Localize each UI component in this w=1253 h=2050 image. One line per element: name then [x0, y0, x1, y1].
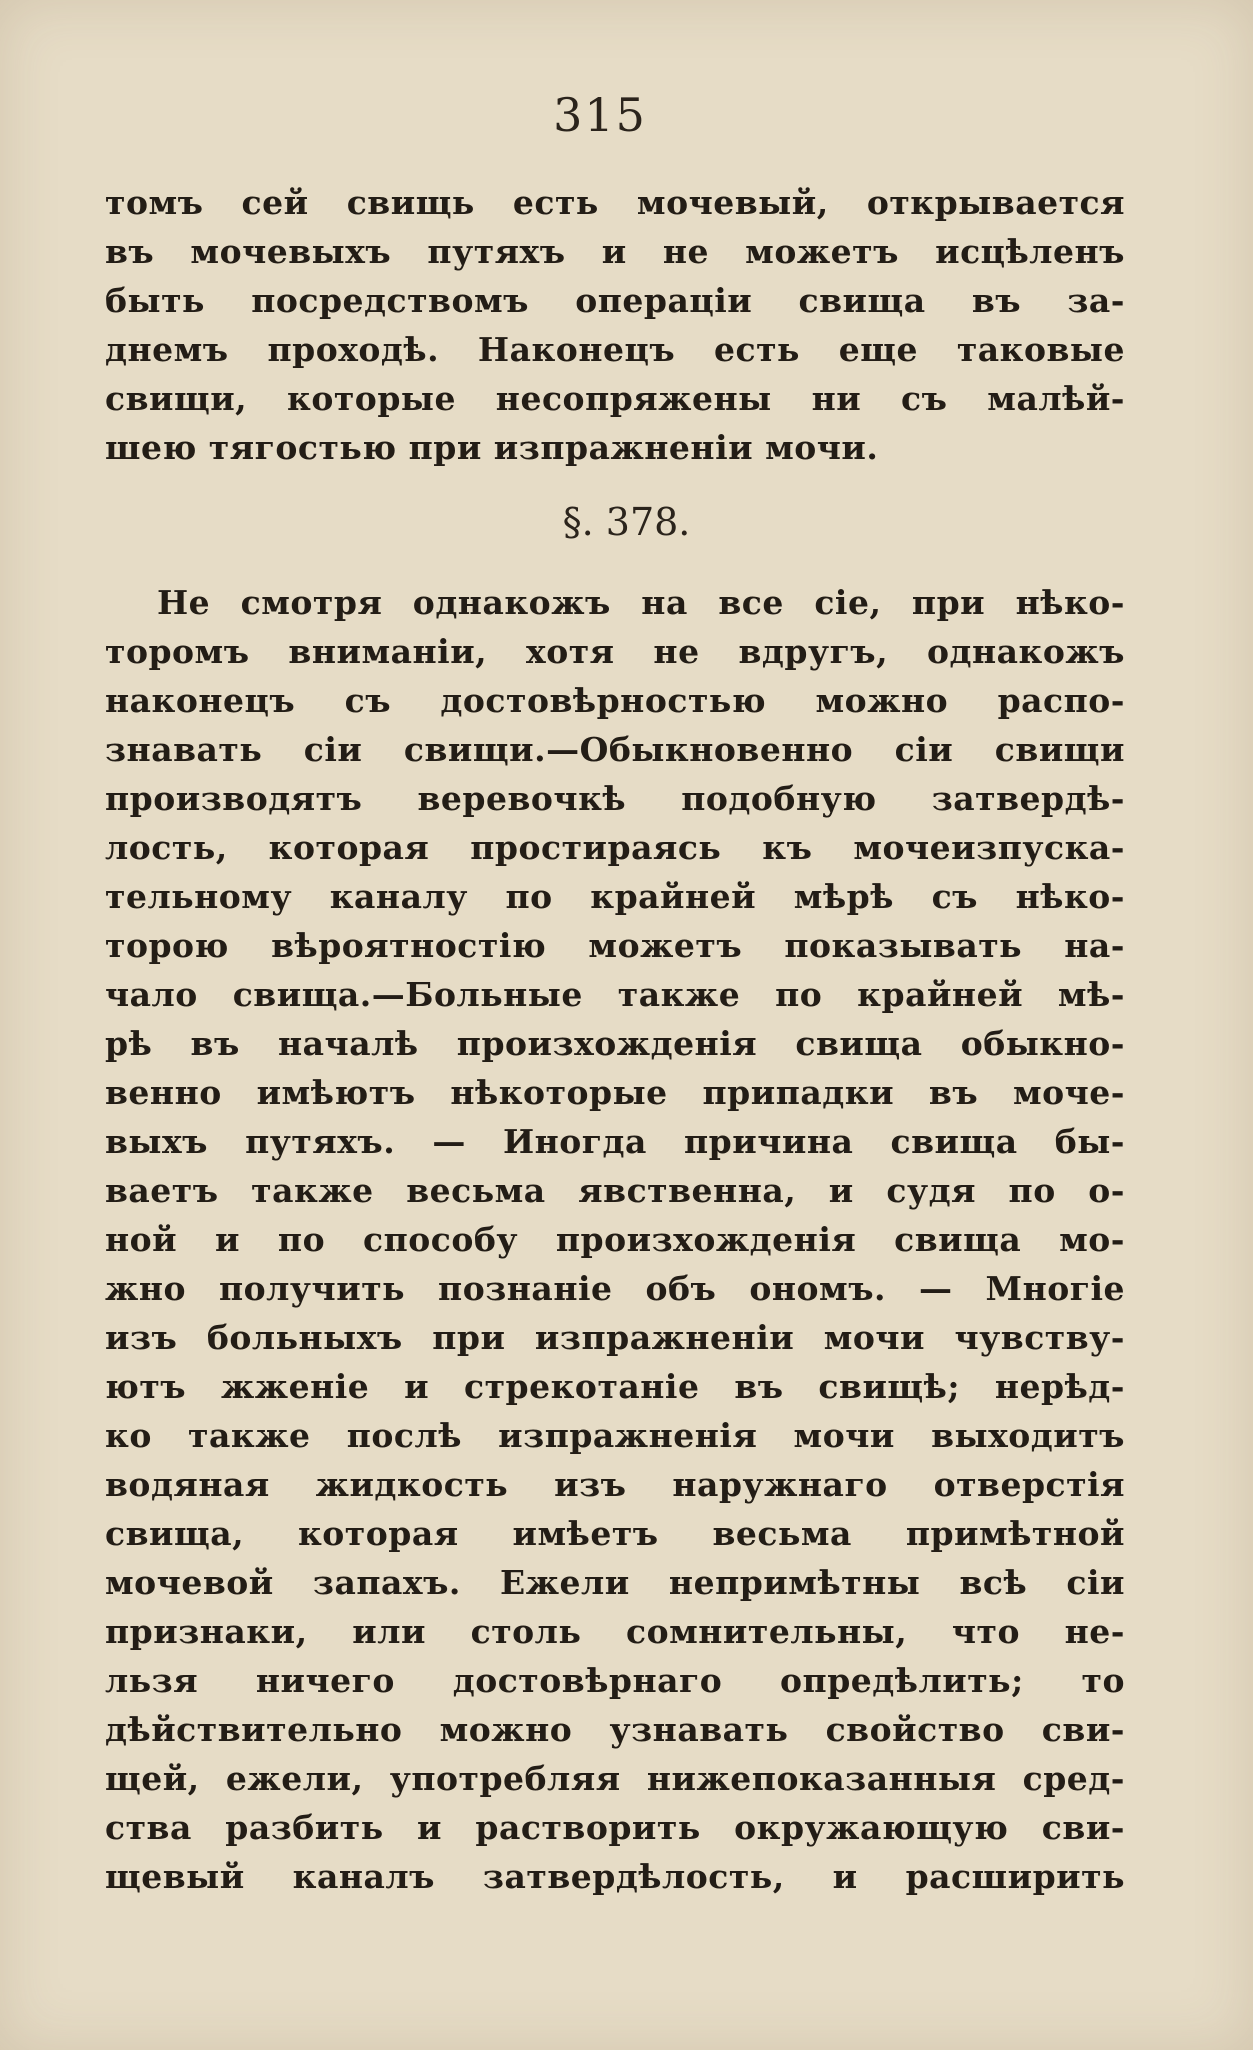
- section-heading: §. 378.: [562, 500, 691, 544]
- text-line: ваетъ также весьма явственна, и судя по о-: [105, 1171, 1125, 1210]
- text-line: рѣ въ началѣ произхожденія свища обыкно-: [105, 1024, 1125, 1063]
- text-line: тельному каналу по крайней мѣрѣ съ нѣко-: [105, 877, 1125, 916]
- text-line: ютъ жженіе и стрекотаніе въ свищѣ; нерѣд-: [105, 1367, 1125, 1406]
- text-line: жно получить познаніе объ ономъ. — Многіе: [105, 1269, 1125, 1308]
- text-line: ко также послѣ изпражненія мочи выходитъ: [105, 1416, 1125, 1455]
- text-line: венно имѣютъ нѣкоторые припадки въ моче-: [105, 1073, 1125, 1112]
- text-line: щей, ежели, употребляя нижепоказанныя сред-: [105, 1759, 1125, 1798]
- text-line: лость, которая простираясь къ мочеизпуска-: [105, 828, 1125, 867]
- text-line: производятъ веревочкѣ подобную затвердѣ-: [105, 779, 1125, 818]
- text-line: быть посредствомъ операціи свища въ за-: [105, 281, 1125, 320]
- text-line: днемъ проходѣ. Наконецъ есть еще таковые: [105, 330, 1125, 369]
- page-number: 315: [553, 88, 647, 142]
- text-line: признаки, или столь сомнительны, что не-: [105, 1612, 1125, 1651]
- text-line: мочевой запахъ. Ежели непримѣтны всѣ сіи: [105, 1563, 1125, 1602]
- text-line: щевый каналъ затвердѣлость, и расширить: [105, 1857, 1125, 1896]
- text-line: шею тягостью при изпражненіи мочи.: [105, 428, 879, 467]
- text-line: изъ больныхъ при изпражненіи мочи чувству-: [105, 1318, 1125, 1357]
- text-line: торомъ вниманіи, хотя не вдругъ, однакожъ: [105, 632, 1125, 671]
- text-line: льзя ничего достовѣрнаго опредѣлить; то: [105, 1661, 1125, 1700]
- text-line: въ мочевыхъ путяхъ и не можетъ исцѣленъ: [105, 232, 1125, 271]
- text-line: наконецъ съ достовѣрностью можно распо-: [105, 681, 1125, 720]
- text-line: торою вѣроятностію можетъ показывать на-: [105, 926, 1125, 965]
- text-line: ной и по способу произхожденія свища мо-: [105, 1220, 1125, 1259]
- text-line: водяная жидкость изъ наружнаго отверстія: [105, 1465, 1125, 1504]
- text-line: Не смотря однакожъ на все сіе, при нѣко-: [157, 583, 1125, 622]
- text-line: дѣйствительно можно узнавать свойство сви-: [105, 1710, 1125, 1749]
- text-line: выхъ путяхъ. — Иногда причина свища бы-: [105, 1122, 1125, 1161]
- text-line: свища, которая имѣетъ весьма примѣтной: [105, 1514, 1125, 1553]
- paragraph-1: [105, 178, 1125, 472]
- text-line: ства разбить и растворить окружающую сви-: [105, 1808, 1125, 1847]
- text-line: томъ сей свищь есть мочевый, открывается: [105, 183, 1125, 222]
- text-line: знавать сіи свищи.—Обыкновенно сіи свищи: [105, 730, 1125, 769]
- text-line: чало свища.—Больные также по крайней мѣ-: [105, 975, 1125, 1014]
- paragraph-2: [105, 578, 1125, 1901]
- text-line: свищи, которые несопряжены ни съ малѣй-: [105, 379, 1125, 418]
